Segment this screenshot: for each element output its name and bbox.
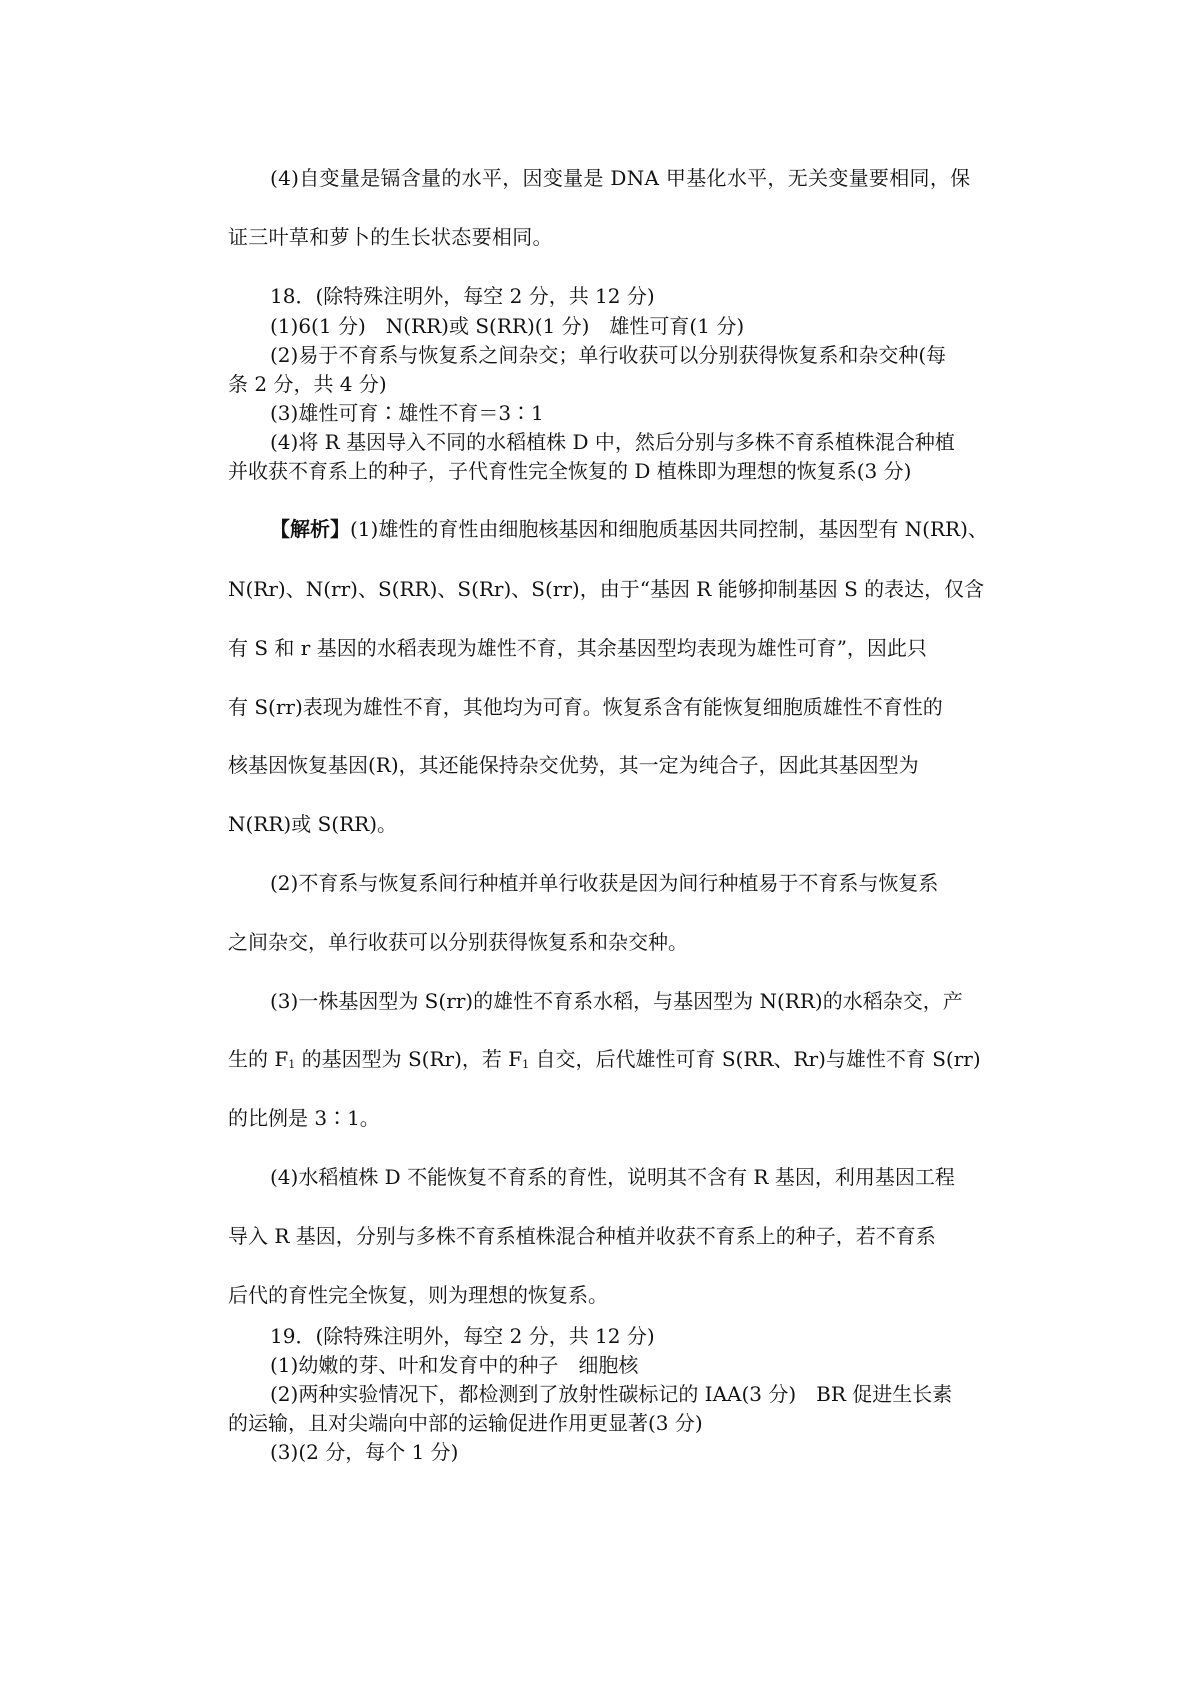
q19-answer2-line2: 的运输，且对尖端向中部的运输促进作用更显著(3 分) [228, 1411, 703, 1435]
q19-answer3: (3)(2 分，每个 1 分) [270, 1440, 459, 1464]
p3-line2-part-b: 的基因型为 S(Rr)，若 F [295, 1047, 523, 1071]
q18-answer2-line1: (2)易于不育系与恢复系之间杂交；单行收获可以分别获得恢复系和杂交种(每 [270, 343, 947, 367]
q18-answer4-line2: 并收获不育系上的种子，子代育性完全恢复的 D 植株即为理想的恢复系(3 分) [228, 459, 912, 483]
q18-analysis-p3-line2 [228, 1046, 981, 1078]
q18-analysis-p4-line3: 后代的育性完全恢复，则为理想的恢复系。 [228, 1283, 608, 1307]
q18-answer2-line2: 条 2 分，共 4 分) [228, 372, 387, 396]
p3-line2-part-c: 自交，后代雄性可育 S(RR、Rr)与雄性不育 S(rr) [529, 1047, 981, 1071]
q18-analysis-p4-line1: (4)水稻植株 D 不能恢复不育系的育性，说明其不含有 R 基因，利用基因工程 [270, 1165, 955, 1189]
q18-analysis-p2-line2: 之间杂交，单行收获可以分别获得恢复系和杂交种。 [228, 930, 688, 954]
q17-answer4-line2: 证三叶草和萝卜的生长状态要相同。 [228, 225, 553, 249]
q18-answer3: (3)雄性可育∶雄性不育＝3∶1 [270, 401, 544, 425]
p3-line2-part-a: 生的 F [228, 1047, 289, 1071]
q18-analysis-p4-line2: 导入 R 基因，分别与多株不育系植株混合种植并收获不育系上的种子，若不育系 [228, 1224, 936, 1248]
q18-analysis-p2-line1: (2)不育系与恢复系间行种植并单行收获是因为间行种植易于不育系与恢复系 [270, 871, 939, 895]
q18-analysis-p1-line2: N(Rr)、N(rr)、S(RR)、S(Rr)、S(rr)，由于“基因 R 能够抑制基因 S 的表达，仅含 [228, 577, 985, 601]
q17-answer4-line1: (4)自变量是镉含量的水平，因变量是 DNA 甲基化水平，无关变量要相同，保 [270, 166, 971, 190]
q18-answer1: (1)6(1 分) N(RR)或 S(RR)(1 分) 雄性可育(1 分) [270, 314, 745, 338]
q18-header: 18．(除特殊注明外，每空 2 分，共 12 分) [270, 284, 655, 308]
analysis-p1-line1-text: (1)雄性的育性由细胞核基因和细胞质基因共同控制，基因型有 N(RR)、 [350, 517, 988, 541]
q19-answer2-line1: (2)两种实验情况下，都检测到了放射性碳标记的 IAA(3 分) BR 促进生长素 [270, 1382, 953, 1406]
q18-analysis-p1-line4: 有 S(rr)表现为雄性不育，其他均为可育。恢复系含有能恢复细胞质雄性不育性的 [228, 695, 943, 719]
q18-answer4-line1: (4)将 R 基因导入不同的水稻植株 D 中，然后分别与多株不育系植株混合种植 [270, 430, 955, 454]
q19-header: 19．(除特殊注明外，每空 2 分，共 12 分) [270, 1324, 655, 1348]
f1-subscript: 1 [288, 1058, 296, 1071]
f1-subscript: 1 [522, 1058, 530, 1071]
q19-answer1: (1)幼嫩的芽、叶和发育中的种子 细胞核 [270, 1353, 639, 1377]
q18-analysis-p1-line3: 有 S 和 r 基因的水稻表现为雄性不育，其余基因型均表现为雄性可育”，因此只 [228, 636, 927, 660]
q18-analysis-p1-line1 [270, 516, 988, 542]
q18-analysis-p1-line5: 核基因恢复基因(R)，其还能保持杂交优势，其一定为纯合子，因此其基因型为 [228, 753, 919, 777]
q18-analysis-p3-line1: (3)一株基因型为 S(rr)的雄性不育系水稻，与基因型为 N(RR)的水稻杂交，产 [270, 989, 963, 1013]
analysis-label: 【解析】 [270, 517, 350, 541]
q18-analysis-p3-line3: 的比例是 3∶1。 [228, 1106, 380, 1130]
q18-analysis-p1-line6: N(RR)或 S(RR)。 [228, 812, 398, 836]
